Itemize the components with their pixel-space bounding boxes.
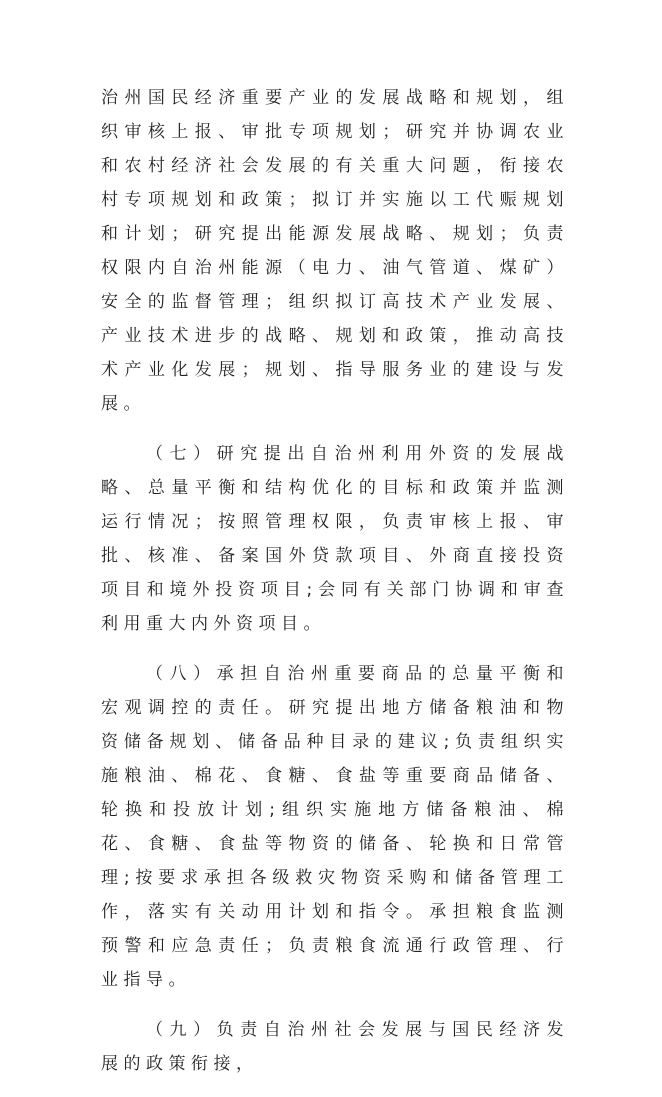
paragraph-item-8: （八）承担自治州重要商品的总量平衡和宏观调控的责任。研究提出地方储备粮油和物资储备规划、储备品种目录的建议;负责组织实施粮油、棉花、食糖、食盐等重要商品储备、轮换和投放计划;组织实施地方储备粮油、棉花、食糖、食盐等物资的储备、轮换和日常管理;按要求承担各级救灾物资采购和储备管理工作，落实有关动用计划和指令。承担粮食监测预警和应急责任；负责粮食流通行政管理、行业指导。 [101,664,569,990]
document-page [101,81,569,1097]
paragraph-item-7: （七）研究提出自治州利用外资的发展战略、总量平衡和结构优化的目标和政策并监测运行情况；按照管理权限，负责审核上报、审批、核准、备案国外贷款项目、外商直接投资项目和境外投资项目;会同有关部门协调和审查利用重大内外资项目。 [101,444,569,634]
paragraph-item-9: （九）负责自治州社会发展与国民经济发展的政策衔接， [101,1020,569,1074]
paragraph-continued: 治州国民经济重要产业的发展战略和规划，组织审核上报、审批专项规划；研究并协调农业和农村经济社会发展的有关重大问题，衔接农村专项规划和政策；拟订并实施以工代赈规划和计划；研究提出能源发展战略、规划；负责权限内自治州能源（电力、油气管道、煤矿）安全的监督管理；组织拟订高技术产业发展、产业技术进步的战略、规划和政策，推动高技术产业化发展；规划、指导服务业的建设与发展。 [101,88,569,414]
